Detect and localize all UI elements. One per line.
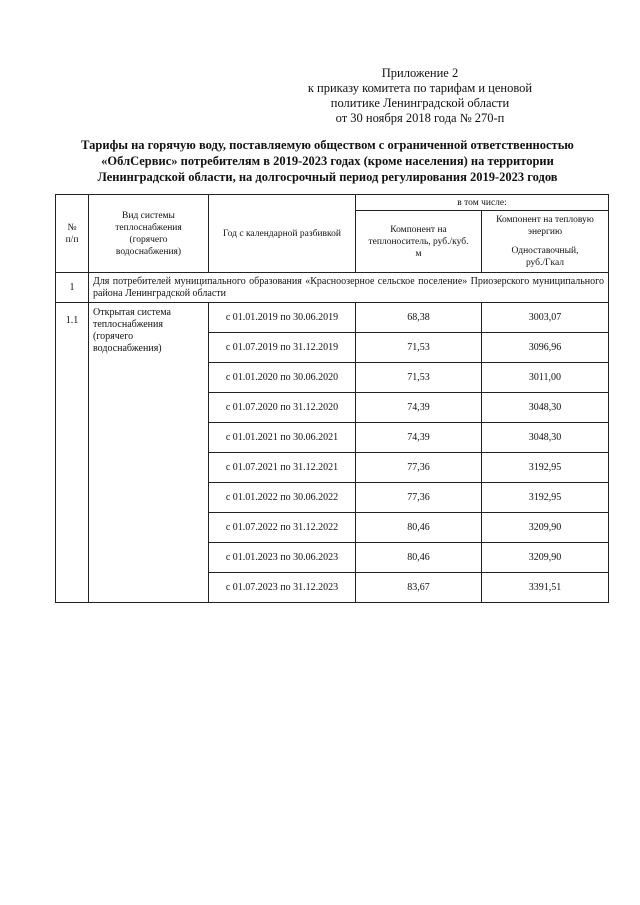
energy-value: 3011,00: [482, 363, 609, 393]
period-cell: с 01.01.2021 по 30.06.2021: [209, 423, 356, 453]
header-energy-line2: Одноставочный,: [511, 246, 579, 256]
period-cell: с 01.01.2020 по 30.06.2020: [209, 363, 356, 393]
system-type-cell: Открытая система теплоснабжения (горячего водоснабжения): [89, 303, 209, 603]
coolant-value: 80,46: [356, 543, 482, 573]
appendix-block: [270, 66, 570, 126]
energy-value: 3391,51: [482, 573, 609, 603]
coolant-value: 71,53: [356, 363, 482, 393]
coolant-value: 68,38: [356, 303, 482, 333]
appendix-order-line: к приказу комитета по тарифам и ценовой: [307, 81, 533, 95]
group-number: 1: [56, 273, 89, 303]
energy-value: 3192,95: [482, 483, 609, 513]
tariff-table: [55, 194, 609, 603]
energy-value: 3048,30: [482, 423, 609, 453]
appendix-date-line: от 30 ноября 2018 года № 270-п: [335, 111, 505, 125]
coolant-value: 77,36: [356, 453, 482, 483]
header-system-type: Вид системы теплоснабжения (горячего водоснабжения): [89, 195, 209, 273]
period-cell: с 01.07.2023 по 31.12.2023: [209, 573, 356, 603]
group-consumer-text: Для потребителей муниципального образования «Красноозерное сельское поселение» Приозерского муниципального района Ленинградской области: [89, 273, 609, 303]
coolant-value: 71,53: [356, 333, 482, 363]
period-cell: с 01.01.2019 по 30.06.2019: [209, 303, 356, 333]
header-number: [56, 195, 89, 273]
title-line-1: Тарифы на горячую воду, поставляемую обществом с ограниченной ответственностью: [81, 138, 574, 152]
energy-value: 3192,95: [482, 453, 609, 483]
coolant-value: 74,39: [356, 423, 482, 453]
group-row: [56, 273, 609, 303]
period-cell: с 01.07.2019 по 31.12.2019: [209, 333, 356, 363]
header-number-line1: №: [67, 222, 77, 233]
document-title: [60, 137, 595, 185]
coolant-value: 80,46: [356, 513, 482, 543]
period-cell: с 01.07.2020 по 31.12.2020: [209, 393, 356, 423]
header-energy-component: [482, 211, 609, 273]
period-cell: с 01.07.2021 по 31.12.2021: [209, 453, 356, 483]
header-period: Год с календарной разбивкой: [209, 195, 356, 273]
header-including: в том числе:: [356, 195, 609, 211]
header-energy-line1: Компонент на тепловую энергию: [496, 215, 594, 237]
title-line-2: «ОблСервис» потребителям в 2019-2023 годах (кроме населения) на территории: [101, 154, 554, 168]
period-cell: с 01.01.2022 по 30.06.2022: [209, 483, 356, 513]
header-energy-line3: руб./Гкал: [525, 258, 565, 268]
table-row: [56, 303, 609, 333]
energy-value: 3003,07: [482, 303, 609, 333]
energy-value: 3209,90: [482, 543, 609, 573]
title-line-3: Ленинградской области, на долгосрочный период регулирования 2019-2023 годов: [97, 170, 558, 184]
period-cell: с 01.01.2023 по 30.06.2023: [209, 543, 356, 573]
appendix-committee-line: политике Ленинградской области: [330, 96, 510, 110]
coolant-value: 77,36: [356, 483, 482, 513]
header-coolant-component: Компонент на теплоноситель, руб./куб. м: [356, 211, 482, 273]
header-number-line2: п/п: [65, 234, 79, 245]
appendix-title: Приложение 2: [381, 66, 459, 80]
energy-value: 3209,90: [482, 513, 609, 543]
energy-value: 3048,30: [482, 393, 609, 423]
sub-number: 1.1: [56, 303, 89, 603]
energy-value: 3096,96: [482, 333, 609, 363]
coolant-value: 83,67: [356, 573, 482, 603]
coolant-value: 74,39: [356, 393, 482, 423]
period-cell: с 01.07.2022 по 31.12.2022: [209, 513, 356, 543]
